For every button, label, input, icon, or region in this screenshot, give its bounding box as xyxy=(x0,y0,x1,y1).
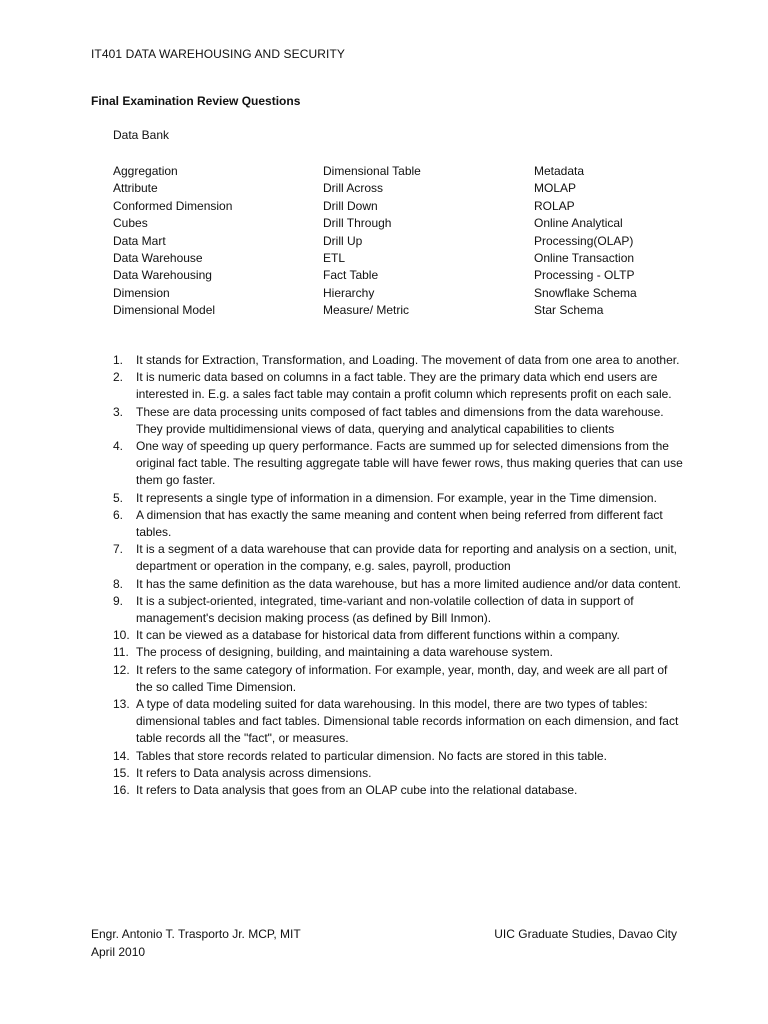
data-bank-term: Star Schema xyxy=(534,303,604,318)
footer-date: April 2010 xyxy=(91,945,146,959)
question-text: These are data processing units composed of fact tables and dimensions from the data warehouse. They provide multidimensional views of data, querying and analytical capabilities to clients xyxy=(136,404,664,436)
question-text: Tables that store records related to particular dimension. No facts are stored in this table. xyxy=(136,748,607,763)
data-bank-term: Processing(OLAP) xyxy=(534,233,634,248)
question-number: 14. xyxy=(113,748,130,763)
data-bank-term: Drill Across xyxy=(323,181,384,196)
data-bank-term: Drill Up xyxy=(323,233,363,248)
data-bank-term: Conformed Dimension xyxy=(113,198,233,213)
question-item xyxy=(113,352,683,369)
footer-institution: UIC Graduate Studies, Davao City xyxy=(494,927,677,941)
data-bank-term: Aggregation xyxy=(113,164,178,178)
question-number: 2. xyxy=(113,370,124,385)
question-text: A type of data modeling suited for data warehousing. In this model, there are two types of tables: dimensional tables and fact tables. Dimensional table records information on each dimension, and fact table records all the "fact", or measures. xyxy=(136,697,679,746)
data-bank-term: Metadata xyxy=(534,164,585,178)
question-item xyxy=(113,696,683,748)
data-bank-term: Dimensional Table xyxy=(323,164,421,178)
data-bank-term: Processing - OLTP xyxy=(534,268,635,283)
question-number: 5. xyxy=(113,490,124,505)
data-bank-term: MOLAP xyxy=(534,181,577,196)
data-bank-term: Drill Through xyxy=(323,216,392,231)
question-number: 1. xyxy=(113,353,124,367)
data-bank-term: Measure/ Metric xyxy=(323,303,410,318)
data-bank-term: Online Transaction xyxy=(534,250,635,265)
data-bank-term: Online Analytical xyxy=(534,216,623,231)
question-number: 10. xyxy=(113,628,130,643)
question-item xyxy=(113,576,683,593)
question-text: It has the same definition as the data warehouse, but has a more limited audience and/or data content. xyxy=(136,576,682,591)
question-text: It can be viewed as a database for historical data from different functions within a company. xyxy=(136,628,620,643)
data-bank-column-2 xyxy=(323,163,421,320)
question-item xyxy=(113,627,683,644)
question-item xyxy=(113,644,683,661)
question-text: The process of designing, building, and maintaining a data warehouse system. xyxy=(136,645,553,660)
data-bank-term: Dimensional Model xyxy=(113,303,216,318)
question-item xyxy=(113,507,683,541)
data-bank-term: Fact Table xyxy=(323,268,379,283)
question-text: It is a segment of a data warehouse that can provide data for reporting and analysis on a section, unit, department or operation in the company, e.g. sales, payroll, production xyxy=(136,542,677,574)
question-number: 9. xyxy=(113,593,124,608)
question-number: 12. xyxy=(113,662,130,677)
question-item xyxy=(113,541,683,575)
question-text: A dimension that has exactly the same meaning and content when being referred from different fact tables. xyxy=(136,507,663,540)
question-text: It refers to Data analysis that goes from an OLAP cube into the relational database. xyxy=(136,783,578,798)
question-text: It is numeric data based on columns in a fact table. They are the primary data which end users are interested in. E.g. a sales fact table may contain a profit column which represents profit on each sale. xyxy=(136,370,672,402)
question-text: It stands for Extraction, Transformation, and Loading. The movement of data from one area to another. xyxy=(136,353,680,367)
question-text: It represents a single type of information in a dimension. For example, year in the Time dimension. xyxy=(136,490,657,505)
data-bank-term: ETL xyxy=(323,250,346,265)
question-item xyxy=(113,438,683,490)
data-bank-term: Snowflake Schema xyxy=(534,285,637,300)
footer-author: Engr. Antonio T. Trasporto Jr. MCP, MIT xyxy=(91,927,301,941)
question-list xyxy=(113,352,683,799)
question-item xyxy=(113,748,683,765)
data-bank-term: Attribute xyxy=(113,181,158,196)
data-bank-heading: Data Bank xyxy=(113,128,170,142)
question-number: 15. xyxy=(113,765,130,780)
question-number: 7. xyxy=(113,542,124,557)
question-item xyxy=(113,490,683,507)
question-item xyxy=(113,369,683,403)
question-number: 3. xyxy=(113,404,124,419)
exam-title: Final Examination Review Questions xyxy=(91,94,301,108)
question-text: One way of speeding up query performance. Facts are summed up for selected dimensions from the original fact table. The resulting aggregate table will have fewer rows, thus making queries that can use them go faster. xyxy=(136,439,683,488)
course-title: IT401 DATA WAREHOUSING AND SECURITY xyxy=(91,47,345,61)
question-text: It is a subject-oriented, integrated, time-variant and non-volatile collection of data in support of management's decision making process (as defined by Bill Inmon). xyxy=(136,593,634,626)
data-bank-term: Data Mart xyxy=(113,233,166,248)
question-number: 8. xyxy=(113,576,124,591)
question-text: It refers to the same category of information. For example, year, month, day, and week are all part of the so called Time Dimension. xyxy=(136,662,668,694)
data-bank-term: ROLAP xyxy=(534,198,575,213)
question-item xyxy=(113,765,683,782)
data-bank-column-3 xyxy=(534,163,637,320)
data-bank-term: Hierarchy xyxy=(323,285,375,300)
question-item xyxy=(113,593,683,627)
footer-right xyxy=(494,925,677,943)
data-bank-column-1 xyxy=(113,163,232,320)
question-number: 13. xyxy=(113,697,130,712)
data-bank-term: Data Warehousing xyxy=(113,268,212,283)
data-bank-term: Cubes xyxy=(113,216,148,231)
question-item xyxy=(113,662,683,696)
question-item xyxy=(113,404,683,438)
question-number: 16. xyxy=(113,783,130,798)
question-number: 4. xyxy=(113,439,124,454)
data-bank-term: Drill Down xyxy=(323,198,378,213)
question-number: 11. xyxy=(113,645,129,660)
data-bank-term: Dimension xyxy=(113,285,170,300)
question-number: 6. xyxy=(113,507,124,522)
data-bank-term: Data Warehouse xyxy=(113,250,203,265)
footer-left xyxy=(91,925,301,961)
question-text: It refers to Data analysis across dimensions. xyxy=(136,765,372,780)
question-item xyxy=(113,782,683,799)
